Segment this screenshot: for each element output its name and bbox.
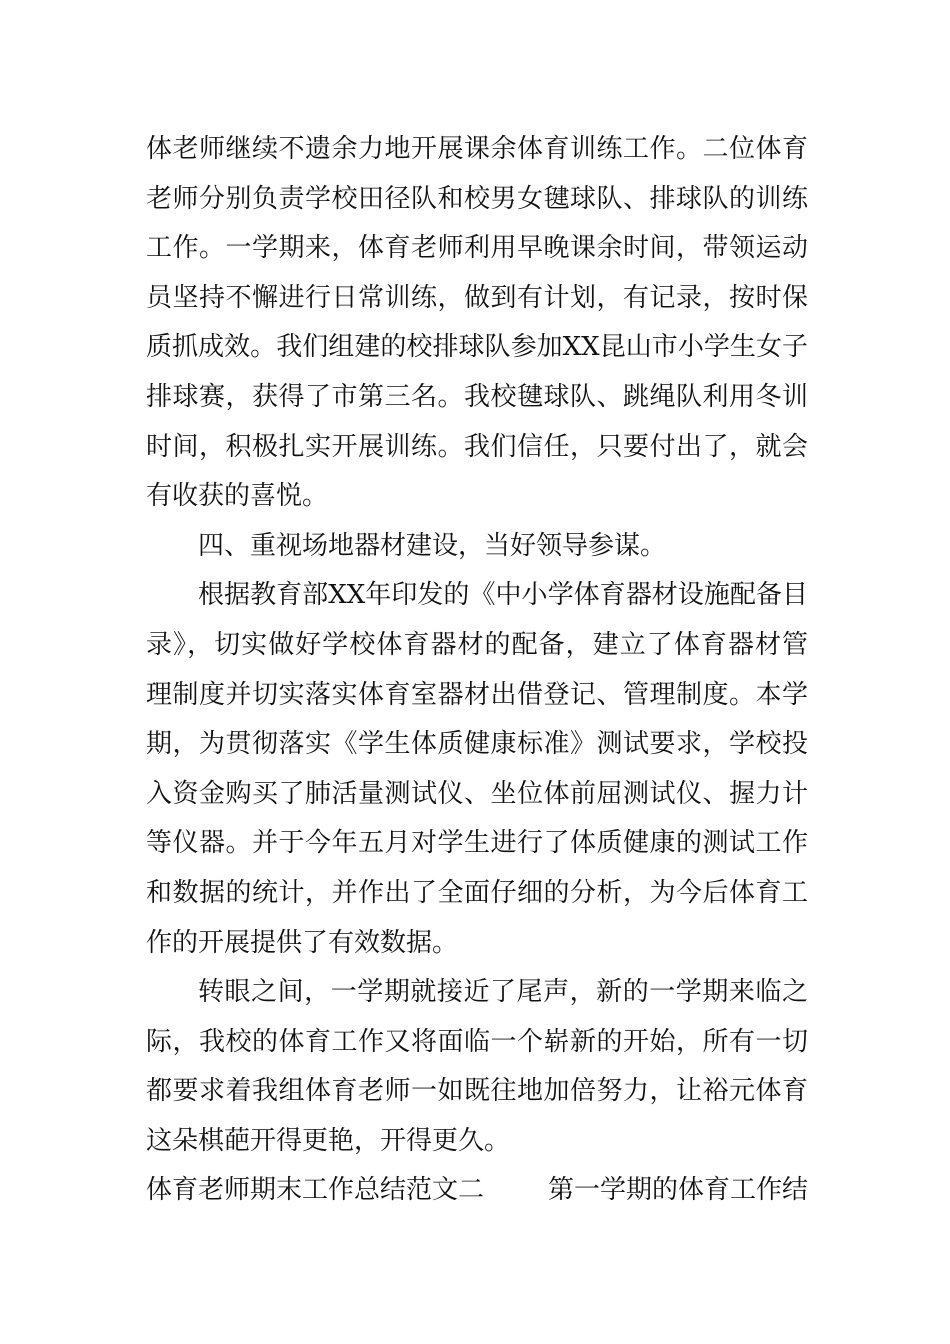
body-line-3: 工作。一学期来，体育老师利用早晚课余时间，带领运动 — [146, 233, 808, 264]
section-title-line — [146, 1166, 808, 1216]
body-line-11: 录》，切实做好学校体育器材的配备，建立了体育器材管 — [146, 629, 808, 660]
body-line-7: 时间，积极扎实开展训练。我们信任，只要付出了，就会 — [146, 431, 808, 462]
body-line-21: 这朵棋葩开得更艳，开得更久。 — [146, 1125, 511, 1156]
body-line-10: 根据教育部XX年印发的《中小学体育器材设施配备目 — [198, 580, 808, 611]
body-line-18: 转眼之间，一学期就接近了尾声，新的一学期来临之 — [198, 977, 808, 1008]
section-heading-four: 四、重视场地器材建设，当好领导参谋。 — [198, 530, 667, 561]
body-line-13: 期，为贯彻落实《学生体质健康标准》测试要求，学校投 — [146, 729, 808, 760]
body-line-1: 体老师继续不遗余力地开展课余体育训练工作。二位体育 — [146, 134, 808, 164]
body-line-15: 等仪器。并于今年五月对学生进行了体质健康的测试工作 — [146, 828, 808, 859]
body-line-14: 入资金购买了肺活量测试仪、坐位体前屈测试仪、握力计 — [146, 778, 808, 809]
section-title: 体育老师期末工作总结范文二 — [146, 1175, 485, 1206]
body-line-20: 都要求着我组体育老师一如既往地加倍努力，让裕元体育 — [146, 1076, 808, 1107]
body-line-19: 际，我校的体育工作又将面临一个崭新的开始，所有一切 — [146, 1026, 808, 1057]
document-body — [146, 125, 808, 1216]
body-line-4: 员坚持不懈进行日常训练，做到有计划，有记录，按时保 — [146, 282, 808, 313]
body-line-16: 和数据的统计，并作出了全面仔细的分析，为今后体育工 — [146, 877, 808, 908]
body-line-6: 排球赛，获得了市第三名。我校毽球队、跳绳队利用冬训 — [146, 381, 808, 412]
body-line-2: 老师分别负责学校田径队和校男女毽球队、排球队的训练 — [146, 183, 808, 214]
body-line-12: 理制度并切实落实体育室器材出借登记、管理制度。本学 — [146, 679, 808, 710]
body-line-5: 质抓成效。我们组建的校排球队参加XX昆山市小学生女子 — [146, 332, 808, 363]
body-line-17: 作的开展提供了有效数据。 — [146, 927, 459, 958]
section-continuation: 第一学期的体育工作结 — [547, 1175, 808, 1206]
body-line-8: 有收获的喜悦。 — [146, 481, 329, 512]
